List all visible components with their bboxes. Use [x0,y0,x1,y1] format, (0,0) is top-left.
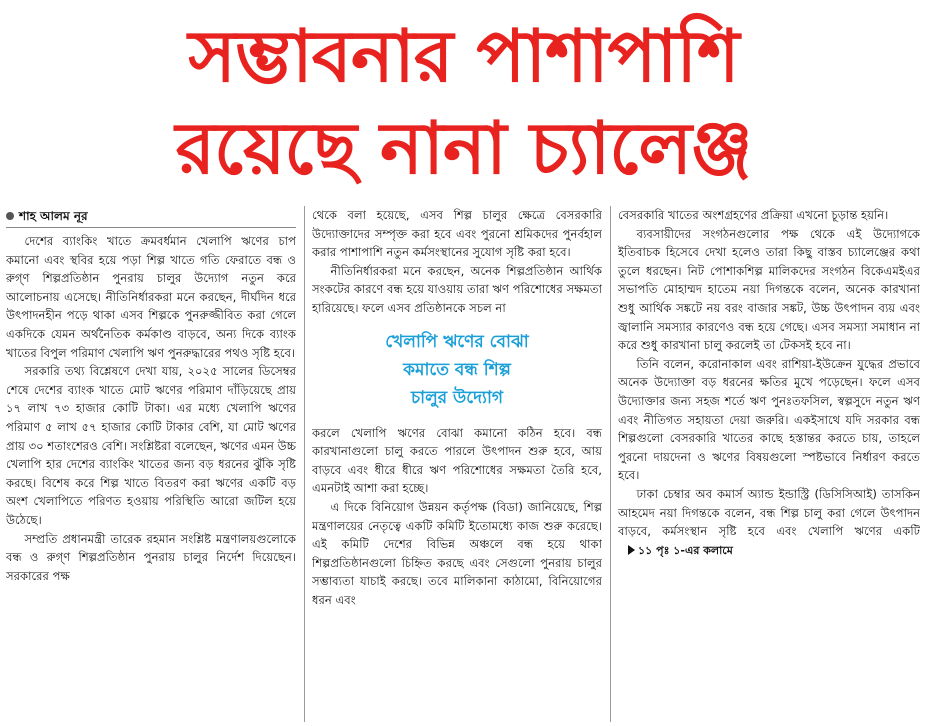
article-body [6,206,921,722]
paragraph: ব্যবসায়ীদের সংগঠনগুলোর পক্ষ থেকে এই উদ্যোগকে ইতিবাচক হিসেবে দেখা হলেও তারা কিছু বাস্তব চ্যালেঞ্জের কথা তুলে ধরছেন। নিট পোশাকশিল্প মালিকদের সংগঠন বিকেএমইএর সভাপতি মোহাম্মদ হাতেম নয়া দিগন্তকে বলেন, অনেক কারখানা শুধু আর্থিক সঙ্কটে নয় বরং বাজার সঙ্কট, উচ্চ উৎপাদন ব্যয় এবং জ্বালানি সমস্যার কারণেও বন্ধ হয়ে গেছে। এসব সমস্যা সমাধান না করে শুধু কারখানা চালু করলেই তা টেকসই হবে না। [618,226,920,353]
paragraph: বেসরকারি খাতের অংশগ্রহণের প্রক্রিয়া এখনো চূড়ান্ত হয়নি। [618,208,889,222]
pull-quote [312,328,602,412]
column-divider [610,206,611,722]
pull-quote-line-1: খেলাপি ঋণের বোঝা [385,331,529,352]
paragraph: তিনি বলেন, করোনাকাল এবং রাশিয়া-ইউক্রেন যুদ্ধের প্রভাবে অনেক উদ্যোক্তা বড় ধরনের ক্ষতির মুখে পড়েছেন। ফলে এসব উদ্যোক্তার জন্য সহজ শর্তে ঋণ পুনঃতফসিল, স্বল্পসুদে নতুন ঋণ এবং নীতিগত সহায়তা দেয়া জরুরি। একইসাথে যদি সরকার বন্ধ শিল্পগুলো বেসরকারি খাতের কাছে হস্তান্তর করতে চায়, তাহলে পুরনো দায়দেনা ও ঋণের বিষয়গুলো স্পষ্টভাবে নির্ধারণ করতে হবে। [618,356,920,483]
pull-quote-line-3: চালুর উদ্যোগ [410,387,504,408]
column-divider [304,206,305,722]
headline [0,10,927,194]
column-3 [618,206,920,722]
headline-line-2: রয়েছে নানা চ্যালেঞ্জ [175,106,752,190]
column-2 [312,206,602,722]
paragraph: সম্প্রতি প্রধানমন্ত্রী তারেক রহমান সংশ্লিষ্ট মন্ত্রণালয়গুলোকে বন্ধ ও রুগ্ণ শিল্পপ্রতিষ্ঠান পুনরায় চালুর নির্দেশ দিয়েছেন। সরকারের পক্ষ [6,531,296,583]
continuation-text: ১১ পৃঃ ১-এর কলামে [638,543,733,557]
paragraph-text: ঢাকা চেম্বার অব কমার্স অ্যান্ড ইন্ডাস্ট্রি (ডিসিসিআই) তাসকিন আহমেদ নয়া দিগন্তকে বলেন, বন্ধ শিল্প চালু করা গেলে উৎপাদন বাড়বে, কর্মসংস্থান সৃষ্টি হবে এবং খেলাপি ঋণের একটি [618,486,920,539]
paragraph [618,485,920,560]
paragraph: থেকে বলা হয়েছে, এসব শিল্প চালুর ক্ষেত্রে বেসরকারি উদ্যোক্তাদের সম্পৃক্ত করা হবে এবং পুরনো শ্রমিকদের পুনর্বহাল করার পাশাপাশি নতুন কর্মসংস্থানের সুযোগ সৃষ্টি করা হবে। [312,208,602,260]
paragraph: দেশের ব্যাংকিং খাতে ক্রমবর্ধমান খেলাপি ঋণের চাপ কমানো এবং স্থবির হয়ে পড়া শিল্প খাতে গতি ফেরাতে বন্ধ ও রুগ্ণ শিল্পপ্রতিষ্ঠান পুনরায় চালুর উদ্যোগ নতুন করে আলোচনায় এসেছে। নীতিনির্ধারকরা মনে করছেন, দীর্ঘদিন ধরে উৎপাদনহীন পড়ে থাকা এসব শিল্পকে পুনরুজ্জীবিত করা গেলে একদিকে যেমন অর্থনৈতিক কর্মকাণ্ড বাড়বে, অন্য দিকে ব্যাংক খাতের বিপুল পরিমাণ খেলাপি ঋণ পুনরুদ্ধারের পথও সৃষ্টি হবে। [6,234,296,360]
column-1 [6,206,296,722]
arrow-right-icon [628,545,635,555]
byline-author: শাহ আলম নূর [19,209,88,223]
pull-quote-line-2: কমাতে বন্ধ শিল্প [403,359,511,380]
bullet-icon [6,212,14,220]
continuation-note [628,544,733,557]
paragraph: নীতিনির্ধারকরা মনে করছেন, অনেক শিল্পপ্রতিষ্ঠান আর্থিক সংকটের কারণে বন্ধ হয়ে যাওয়ায় তারা ঋণ পরিশোধের সক্ষমতা হারিয়েছে। ফলে এসব প্রতিষ্ঠানকে সচল না [312,263,602,315]
paragraph: করলে খেলাপি ঋণের বোঝা কমানো কঠিন হবে। বন্ধ কারখানাগুলো চালু করতে পারলে উৎপাদন শুরু হবে, আয় বাড়বে এবং ধীরে ধীরে ঋণ পরিশোধের সক্ষমতা তৈরি হবে, এমনটাই আশা করা হচ্ছে। [312,425,602,496]
byline [6,206,296,228]
paragraph: এ দিকে বিনিয়োগ উন্নয়ন কর্তৃপক্ষ (বিডা) জানিয়েছে, শিল্প মন্ত্রণালয়ের নেতৃত্বে একটি কমিটি ইতোমধ্যে কাজ শুরু করেছে। এই কমিটি দেশের বিভিন্ন অঞ্চলে বন্ধ হয়ে থাকা শিল্পপ্রতিষ্ঠানগুলো চিহ্নিত করছে এবং সেগুলো পুনরায় চালুর সম্ভাব্যতা যাচাই করছে। তবে মালিকানা কাঠামো, বিনিয়োগের ধরন এবং [312,499,602,607]
paragraph: সরকারি তথ্য বিশ্লেষণে দেখা যায়, ২০২৫ সালের ডিসেম্বর শেষে দেশের ব্যাংক খাতে মোট ঋণের পরিমাণ দাঁড়িয়েছে প্রায় ১৭ লাখ ৭৩ হাজার কোটি টাকা। এর মধ্যে খেলাপি ঋণের পরিমাণ ৫ লাখ ৫৭ হাজার কোটি টাকার বেশি, যা মোট ঋণের প্রায় ৩০ শতাংশেরও বেশি। সংশ্লিষ্টরা বলেছেন, ঋণের এমন উচ্চ খেলাপি হার দেশের ব্যাংকিং খাতের জন্য বড় ধরনের ঝুঁকি সৃষ্টি করছে। বিশেষ করে শিল্প খাতে বিতরণ করা ঋণের একটি বড় অংশ খেলাপিতে পরিণত হওয়ায় পরিস্থিতি আরো জটিল হয়ে উঠেছে। [6,364,296,527]
headline-line-1: সম্ভাবনার পাশাপাশি [188,14,739,98]
